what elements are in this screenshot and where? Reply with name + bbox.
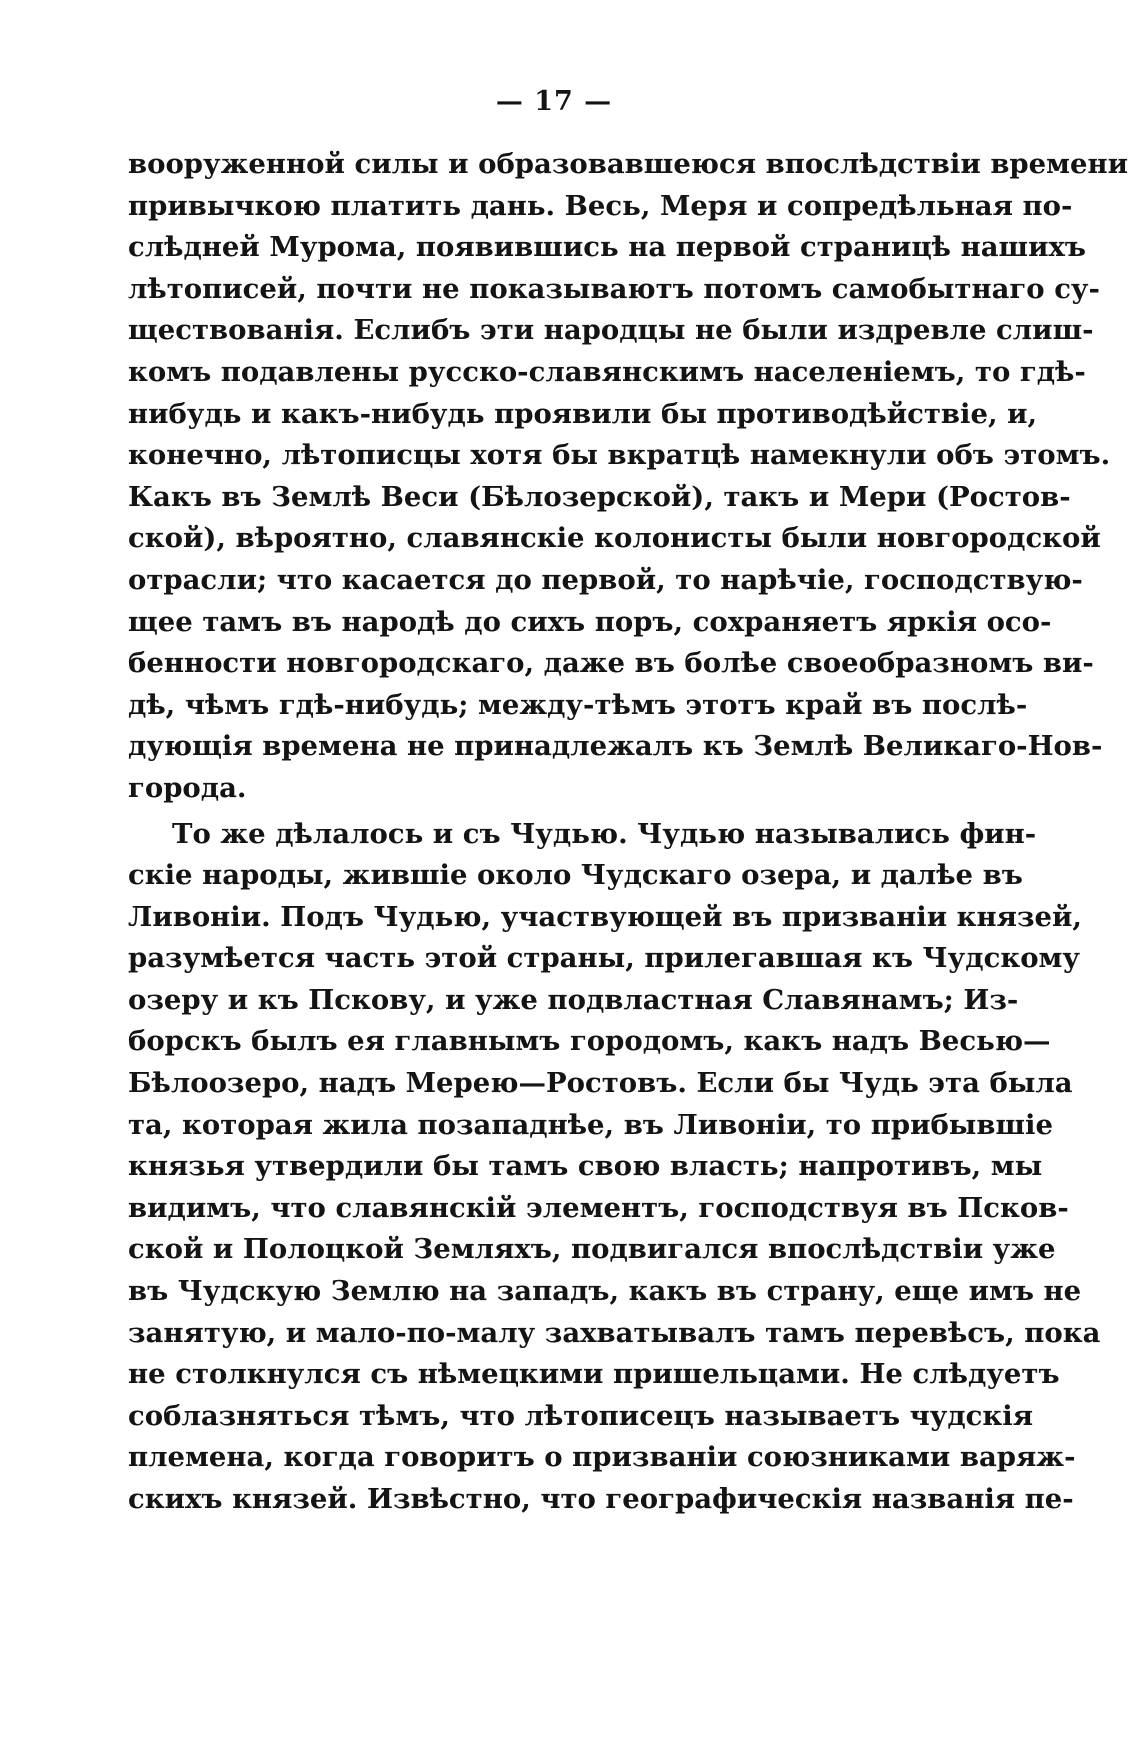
text-line: нибудь и какъ-нибудь проявили бы противодѣйствіе, и,: [128, 397, 1038, 430]
paragraph-2: [128, 814, 1101, 1521]
text-line: То же дѣлалось и съ Чудью. Чудью назывались фин-: [172, 817, 1037, 850]
text-line: щее тамъ въ народѣ до сихъ поръ, сохраняетъ яркія осо-: [128, 605, 1052, 638]
text-line: въ Чудскую Землю на западъ, какъ въ страну, еще имъ не: [128, 1275, 1082, 1308]
text-line: ской), вѣроятно, славянскіе колонисты были новгородской: [128, 522, 1101, 555]
text-line: комъ подавлены русско-славянскимъ населеніемъ, то гдѣ-: [128, 355, 1086, 388]
text-line: не столкнулся съ нѣмецкими пришельцами. Не слѣдуетъ: [128, 1358, 1060, 1391]
page-number: — 17 —: [495, 86, 613, 117]
paragraph-1: [128, 144, 1128, 810]
text-line: князья утвердили бы тамъ свою власть; напротивъ, мы: [128, 1150, 1043, 1183]
text-line: соблазняться тѣмъ, что лѣтописецъ называетъ чудскія: [128, 1399, 1034, 1432]
text-line: конечно, лѣтописцы хотя бы вкратцѣ намекнули объ этомъ.: [128, 439, 1111, 472]
text-line: слѣдней Мурома, появившись на первой страницѣ нашихъ: [128, 231, 1086, 264]
text-line: племена, когда говоритъ о призваніи союзниками варяж-: [128, 1441, 1076, 1474]
text-line: Какъ въ Землѣ Веси (Бѣлозерской), такъ и Мери (Ростов-: [128, 480, 1071, 513]
text-line: скихъ князей. Извѣстно, что географическія названія пе-: [128, 1483, 1074, 1515]
body-text: [128, 144, 1128, 1521]
text-line: привычкою платить дань. Весь, Меря и сопредѣльная по-: [128, 189, 1073, 222]
text-line: ской и Полоцкой Земляхъ, подвигался впослѣдствіи уже: [128, 1233, 1056, 1266]
text-line: города.: [128, 771, 247, 804]
text-line: ществованія. Еслибъ эти народцы не были издревле слиш-: [128, 314, 1094, 347]
text-line: видимъ, что славянскій элементъ, господствуя въ Псков-: [128, 1191, 1069, 1224]
text-line: озеру и къ Пскову, и уже подвластная Славянамъ; Из-: [128, 983, 1019, 1016]
text-line: бенности новгородскаго, даже въ болѣе своеобразномъ ви-: [128, 647, 1094, 680]
text-line: дующія времена не принадлежалъ къ Землѣ Великаго-Нов-: [128, 730, 1103, 763]
text-line: вооруженной силы и образовавшеюся впослѣдствіи времени: [128, 148, 1128, 180]
text-line: Бѣлоозеро, надъ Мерею—Ростовъ. Если бы Чудь эта была: [128, 1067, 1073, 1100]
text-line: борскъ былъ ея главнымъ городомъ, какъ надъ Весью—: [128, 1025, 1051, 1058]
text-line: та, которая жила позападнѣе, въ Ливоніи, то прибывшіе: [128, 1108, 1053, 1141]
text-line: дѣ, чѣмъ гдѣ-нибудь; между-тѣмъ этотъ край въ послѣ-: [128, 688, 1028, 721]
text-line: лѣтописей, почти не показываютъ потомъ самобытнаго су-: [128, 272, 1100, 305]
text-line: разумѣется часть этой страны, прилегавшая къ Чудскому: [128, 942, 1081, 975]
text-line: отрасли; что касается до первой, то нарѣчіе, господствую-: [128, 563, 1083, 596]
text-line: Ливоніи. Подъ Чудью, участвующей въ призваніи князей,: [128, 900, 1082, 933]
text-line: занятую, и мало-по-малу захватывалъ тамъ перевѣсъ, пока: [128, 1316, 1101, 1349]
book-page: [128, 78, 1128, 1521]
text-line: скіе народы, жившіе около Чудскаго озера, и далѣе въ: [128, 859, 1023, 892]
